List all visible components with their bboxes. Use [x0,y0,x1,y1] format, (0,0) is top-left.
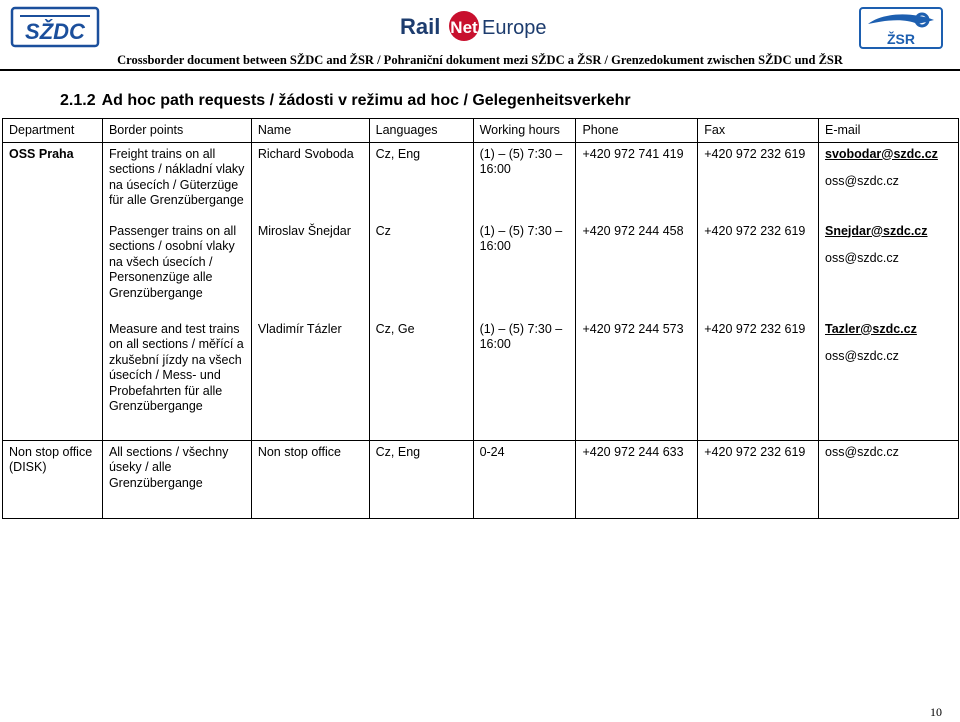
languages-text: Cz [375,223,391,238]
email-link[interactable]: oss@szdc.cz [825,251,899,265]
phone-cell [576,440,698,518]
column-header: E-mail [819,119,959,143]
fax-number: +420 972 232 619 [704,321,806,336]
languages-text: Cz, Eng [375,444,421,459]
languages-text: Cz, Ge [375,321,415,336]
email-link[interactable]: Tazler@szdc.cz [825,321,917,336]
page-number: 10 [930,705,942,719]
hours-cell [473,142,576,440]
email-link[interactable]: oss@szdc.cz [825,174,899,188]
languages-text: Cz, Eng [375,146,421,161]
border-points-cell [102,440,251,518]
rne-net-text: Net [450,18,478,37]
name-cell [251,440,369,518]
column-header: Fax [698,119,819,143]
contact-name: Richard Svoboda [257,146,354,161]
department-label: Non stop office (DISK) [9,444,93,474]
working-hours-text: (1) – (5) 7:30 – 16:00 [479,321,563,351]
fax-number: +420 972 232 619 [704,444,806,459]
email-link[interactable]: Snejdar@szdc.cz [825,223,928,238]
working-hours-text: (1) – (5) 7:30 – 16:00 [479,146,563,176]
rne-rail-text: Rail [400,14,441,39]
fax-number: +420 972 232 619 [704,223,806,238]
document-header: Crossborder document between SŽDC and ŽSR / Pohraniční dokument mezi SŽDC a ŽSR / Grenzedokument zwischen SŽDC und ŽSR [117,53,843,67]
border-points-cell [102,142,251,440]
phone-cell [576,142,698,440]
email-link[interactable]: oss@szdc.cz [825,444,899,459]
phone-number: +420 972 244 633 [582,444,684,459]
section-title: Ad hoc path requests / žádosti v režimu ad hoc / Gelegenheitsverkehr [101,92,631,109]
column-header: Border points [102,119,251,143]
column-header: Name [251,119,369,143]
column-header: Phone [576,119,698,143]
table-row [3,142,959,440]
fax-number: +420 972 232 619 [704,146,806,161]
contact-name: Vladimír Tázler [257,321,342,336]
zsr-logo-text: ŽSR [887,31,915,47]
phone-number: +420 972 244 458 [582,223,684,238]
section-heading [60,92,637,110]
working-hours-text: 0-24 [479,444,505,459]
email-cell [819,142,959,440]
name-cell [251,142,369,440]
border-points-text: Passenger trains on all sections / osobní vlaky na všech úsecích / Personenzüge alle Grenzübergange [108,223,237,300]
email-cell [819,440,959,518]
contact-name: Non stop office [257,444,341,459]
department-cell [3,440,103,518]
table-header-row [3,119,959,143]
languages-cell [369,440,473,518]
email-link[interactable]: svobodar@szdc.cz [825,146,938,161]
border-points-text: Freight trains on all sections / nákladní vlaky na úsecích / Güterzüge für alle Grenzübergange [108,146,245,207]
hours-cell [473,440,576,518]
languages-cell [369,142,473,440]
szdc-logo [10,6,100,48]
contacts-table [2,118,959,519]
phone-number: +420 972 741 419 [582,146,684,161]
column-header: Department [3,119,103,143]
column-header: Languages [369,119,473,143]
rne-europe-text: Europe [482,17,547,39]
szdc-logo-text: SŽDC [25,19,85,44]
zsr-logo [858,6,944,50]
header-divider [0,69,960,71]
column-header: Working hours [473,119,576,143]
rne-logo [398,6,550,44]
fax-cell [698,142,819,440]
contact-name: Miroslav Šnejdar [257,223,351,238]
department-cell [3,142,103,440]
phone-number: +420 972 244 573 [582,321,684,336]
border-points-text: All sections / všechny úseky / alle Grenzübergange [108,444,229,490]
table-row [3,440,959,518]
border-points-text: Measure and test trains on all sections / měřící a zkušební jízdy na všech úsecích / Mess- und Probefahrten für alle Grenzübergange [108,321,244,413]
email-link[interactable]: oss@szdc.cz [825,349,899,363]
section-number: 2.1.2 [60,92,96,109]
working-hours-text: (1) – (5) 7:30 – 16:00 [479,223,563,253]
department-label: OSS Praha [9,146,74,161]
fax-cell [698,440,819,518]
